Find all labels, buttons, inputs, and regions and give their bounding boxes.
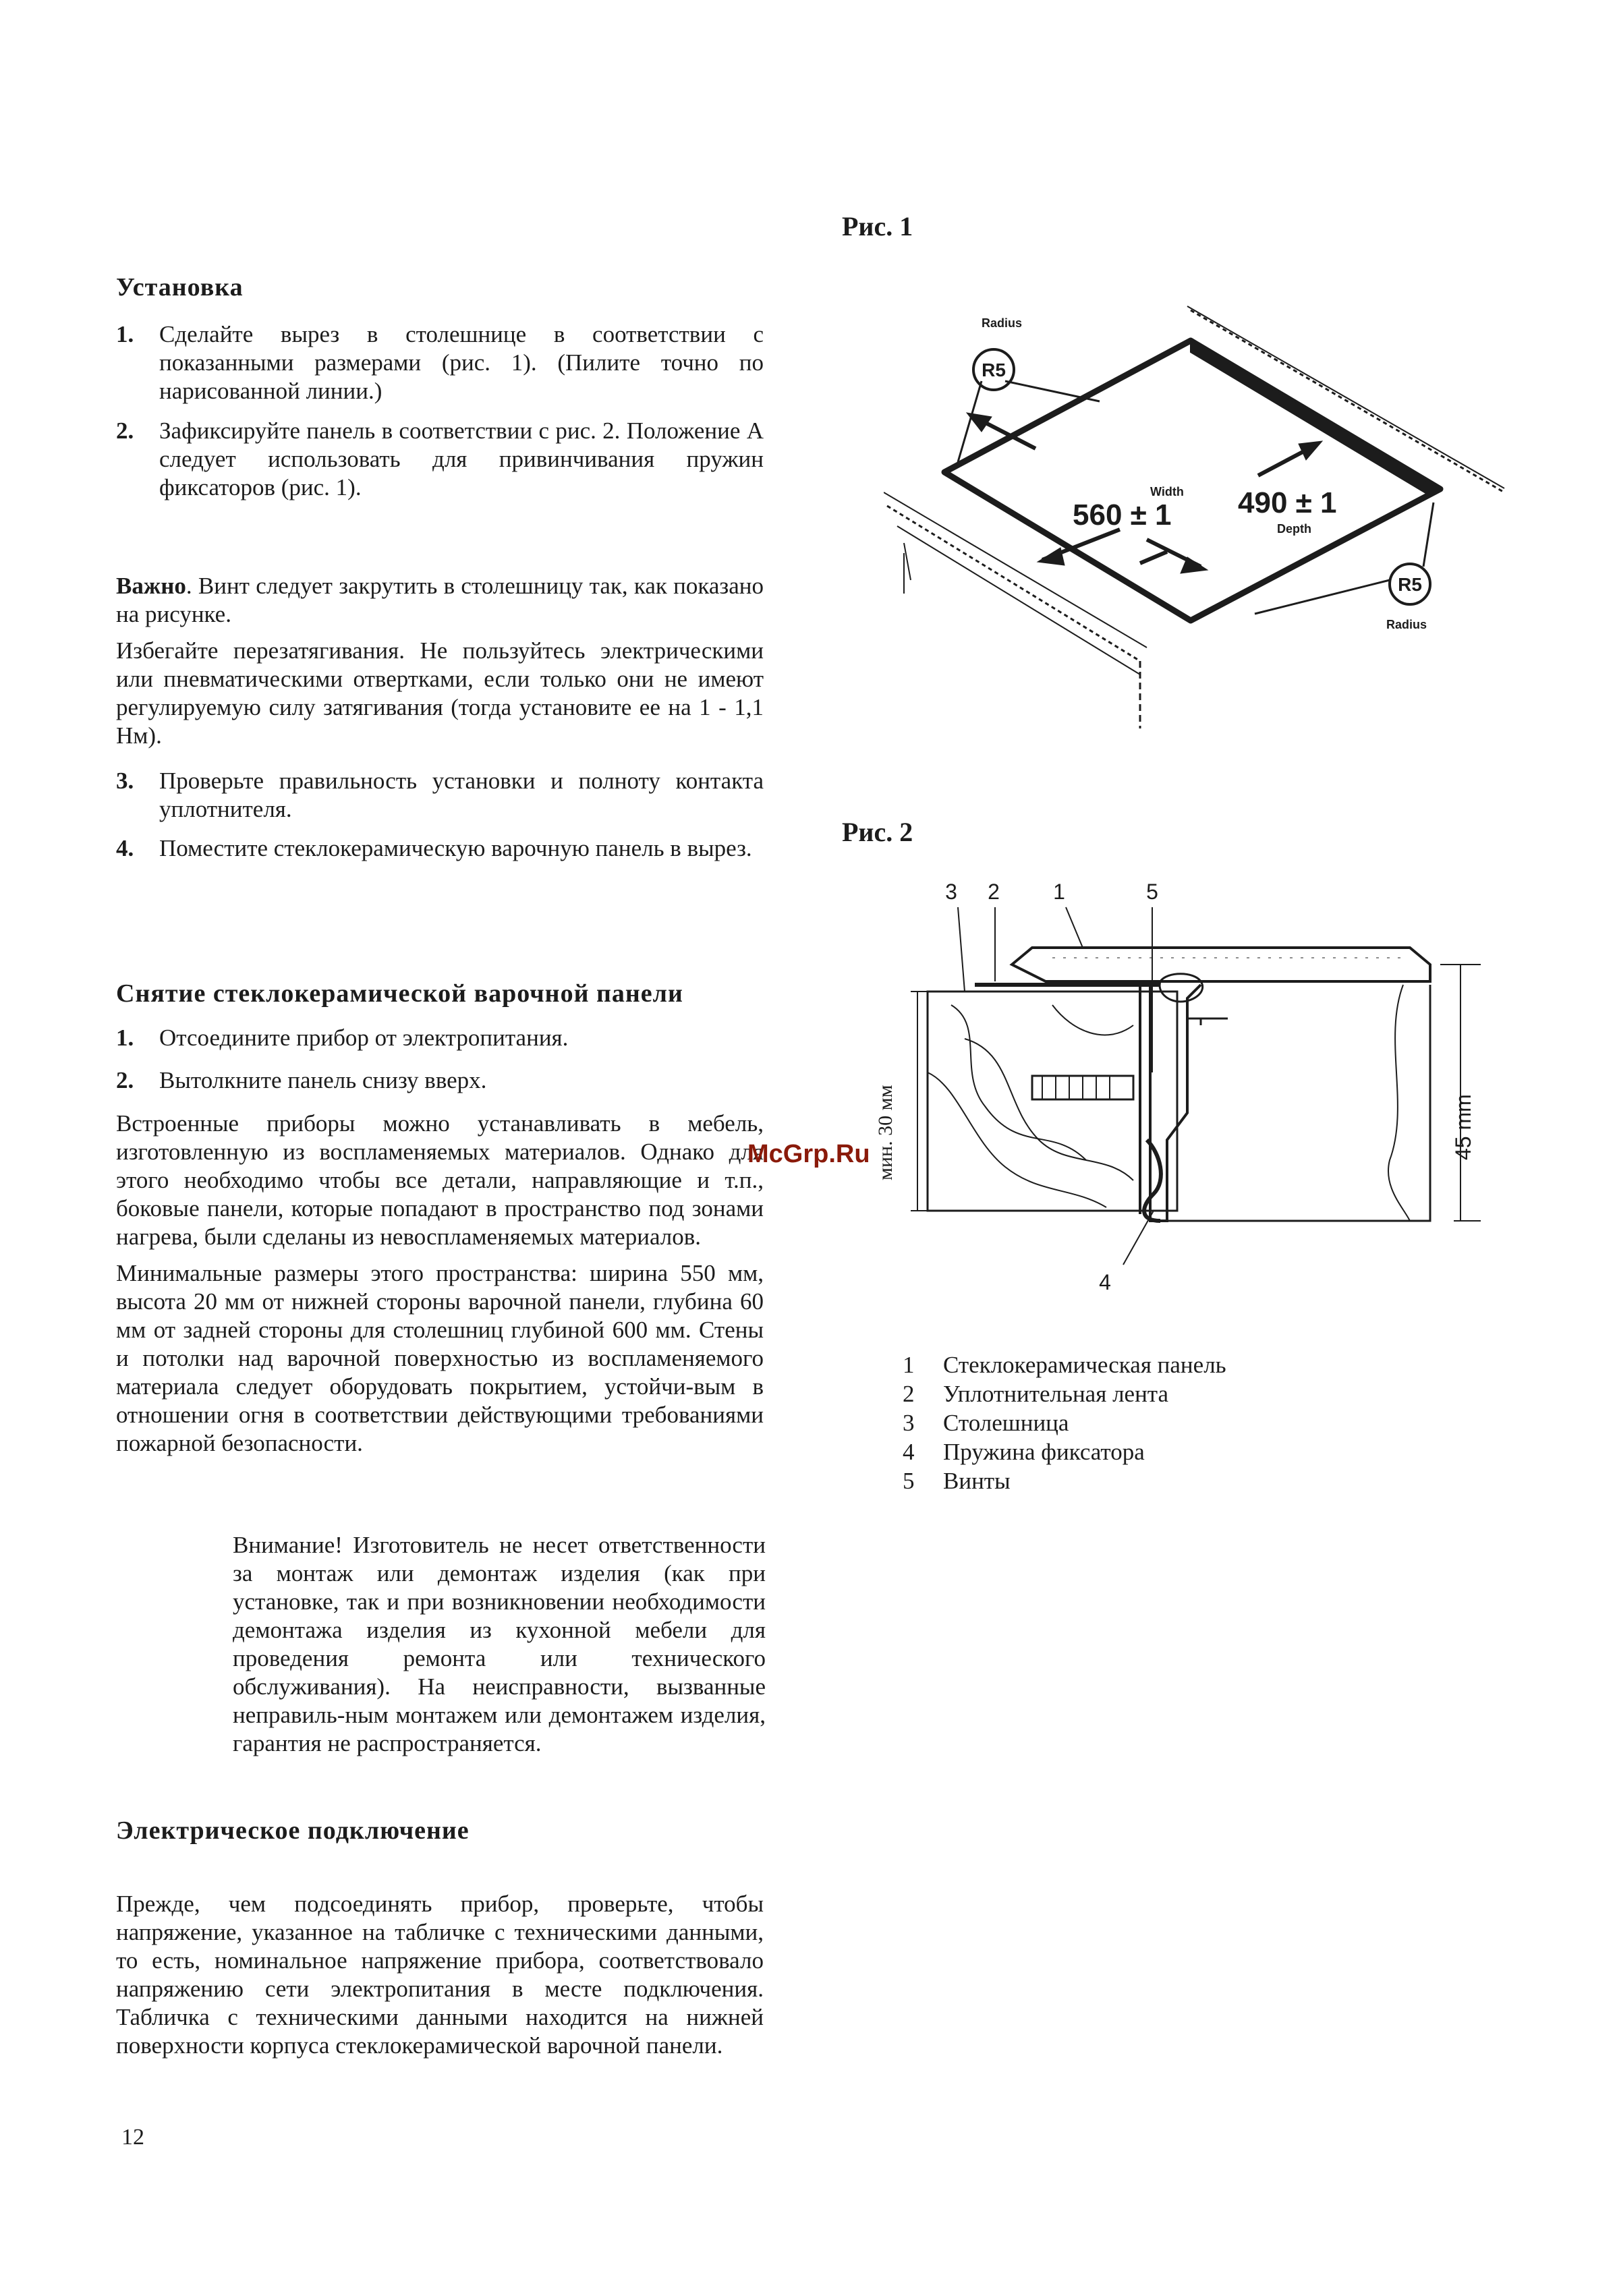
legend-text: Пружина фиксатора: [943, 1439, 1145, 1465]
removal-section: [116, 979, 764, 1008]
important-label: Важно: [116, 573, 186, 599]
electric-paragraph: Прежде, чем подсоединять прибор, проверьте, чтобы напряжение, указанное на табличке с техническими данными, то есть, номинальное напряжение прибора, соответствовало напряжению сети электропитания в месте подключения. Табличка с техническими данными находится на нижней поверхности корпуса стеклокерамической варочной панели.: [116, 1891, 764, 2059]
radius-label-bottom: Radius: [1386, 618, 1427, 631]
step-text: Отсоедините прибор от электропитания.: [159, 1025, 569, 1051]
callout-3: 3: [945, 880, 957, 904]
legend-text: Уплотнительная лента: [943, 1381, 1169, 1407]
removal-step-2: [116, 1066, 764, 1095]
legend-item: [903, 1466, 1375, 1495]
flammable-furniture-info: [116, 1110, 764, 1458]
step-text: Вытолкните панель снизу вверх.: [159, 1067, 487, 1093]
step-number: 4.: [116, 835, 134, 861]
watermark: McGrp.Ru: [747, 1140, 870, 1168]
fig1-cutout-diagram: [884, 297, 1525, 735]
step-number: 1.: [116, 321, 134, 347]
callout-2: 2: [988, 880, 1000, 904]
step-number: 1.: [116, 1025, 134, 1051]
removal-step-1: [116, 1024, 764, 1052]
step-number: 2.: [116, 418, 134, 444]
r5-top: R5: [982, 360, 1006, 380]
important-text: . Винт следует закрутить в столешницу так, как показано на рисунке.: [116, 573, 764, 627]
legend-num: 5: [903, 1468, 915, 1494]
installation-steps-continued: [116, 767, 764, 902]
fig2-legend: [903, 1350, 1375, 1495]
electric-heading: Электрическое подключение: [116, 1816, 470, 1845]
legend-num: 4: [903, 1439, 915, 1465]
fig2-section-diagram: [850, 870, 1511, 1315]
step-text: Зафиксируйте панель в соответствии с рис. 2. Положение А следует использовать для привинчивания пружин фиксаторов (рис. 1).: [159, 418, 764, 500]
install-step-2: [116, 417, 764, 502]
step-text: Сделайте вырез в столешнице в соответствии с показанными размерами (рис. 1). (Пилите точно по нарисованной линии.): [159, 321, 764, 404]
legend-item: [903, 1408, 1375, 1437]
height-45mm-label: 45 mm: [1451, 1094, 1475, 1160]
installation-section: [116, 273, 764, 302]
avoid-overtightening-text: Избегайте перезатягивания. Не пользуйтесь электрическими или пневматическими отвертками, если только они не имеют регулируемую силу затягивания (тогда установите ее на 1 - 1,1 Нм).: [116, 637, 764, 749]
legend-item: [903, 1437, 1375, 1466]
legend-num: 3: [903, 1410, 915, 1436]
legend-text: Винты: [943, 1468, 1011, 1494]
width-value: 560 ± 1: [1073, 498, 1172, 532]
electric-info: [116, 1890, 764, 2060]
legend-item: [903, 1379, 1375, 1408]
installation-steps: [116, 320, 764, 523]
dimensions-paragraph: Минимальные размеры этого пространства: ширина 550 мм, высота 20 мм от нижней стороны варочной панели, глубина 60 мм от задней стороны для столешниц глубиной 600 мм. Стены и потолки над варочной поверхностью из воспламеняемого материала следует оборудовать покрытием, устойчи-вым в отношении огня в соответствии действующими требованиями пожарной безопасности.: [116, 1260, 764, 1456]
page-number: 12: [121, 2125, 144, 2150]
install-step-4: [116, 834, 764, 863]
removal-heading: Снятие стеклокерамической варочной панели: [116, 979, 683, 1008]
callout-5: 5: [1146, 880, 1158, 904]
liability-warning: [233, 1531, 766, 1758]
install-step-3: [116, 767, 764, 824]
min-30mm-label: мин. 30 мм: [874, 1085, 897, 1180]
r5-bottom: R5: [1398, 574, 1422, 595]
depth-label: Depth: [1277, 522, 1311, 536]
fig1-label: Рис. 1: [842, 211, 913, 241]
callout-1: 1: [1053, 880, 1065, 904]
electric-section: [116, 1816, 764, 1845]
legend-num: 2: [903, 1381, 915, 1407]
removal-steps: [116, 1024, 764, 1091]
install-step-1: [116, 320, 764, 405]
cutout-outline: [944, 341, 1440, 621]
important-note: [116, 572, 764, 750]
step-number: 3.: [116, 768, 134, 794]
radius-label-top: Radius: [982, 316, 1023, 330]
legend-item: [903, 1350, 1375, 1379]
installation-heading: Установка: [116, 273, 244, 302]
width-label: Width: [1150, 485, 1184, 498]
legend-num: 1: [903, 1352, 915, 1378]
warning-text: Внимание! Изготовитель не несет ответственности за монтаж или демонтаж изделия (как при установке, так и при возникновении необходимости демонтажа изделия из кухонной мебели для проведения ремонта или технического обслуживания). На неисправности, вызванные неправиль-ным монтажем или демонтажем изделия, гарантия не распространяется.: [233, 1532, 766, 1756]
legend-text: Стеклокерамическая панель: [943, 1352, 1226, 1378]
step-text: Поместите стеклокерамическую варочную панель в вырез.: [159, 835, 752, 861]
depth-value: 490 ± 1: [1238, 486, 1337, 519]
callout-4: 4: [1099, 1270, 1111, 1294]
step-number: 2.: [116, 1067, 134, 1093]
flammable-paragraph: Встроенные приборы можно устанавливать в мебель, изготовленную из воспламеняемых материалов. Однако для этого необходимо чтобы все детали, направляющие и т.п., боковые панели, которые попадают в пространство под зонами нагрева, были сделаны из невоспламеняемых материалов.: [116, 1110, 764, 1250]
fig2-label: Рис. 2: [842, 817, 913, 847]
legend-text: Столешница: [943, 1410, 1069, 1436]
step-text: Проверьте правильность установки и полноту контакта уплотнителя.: [159, 768, 764, 822]
